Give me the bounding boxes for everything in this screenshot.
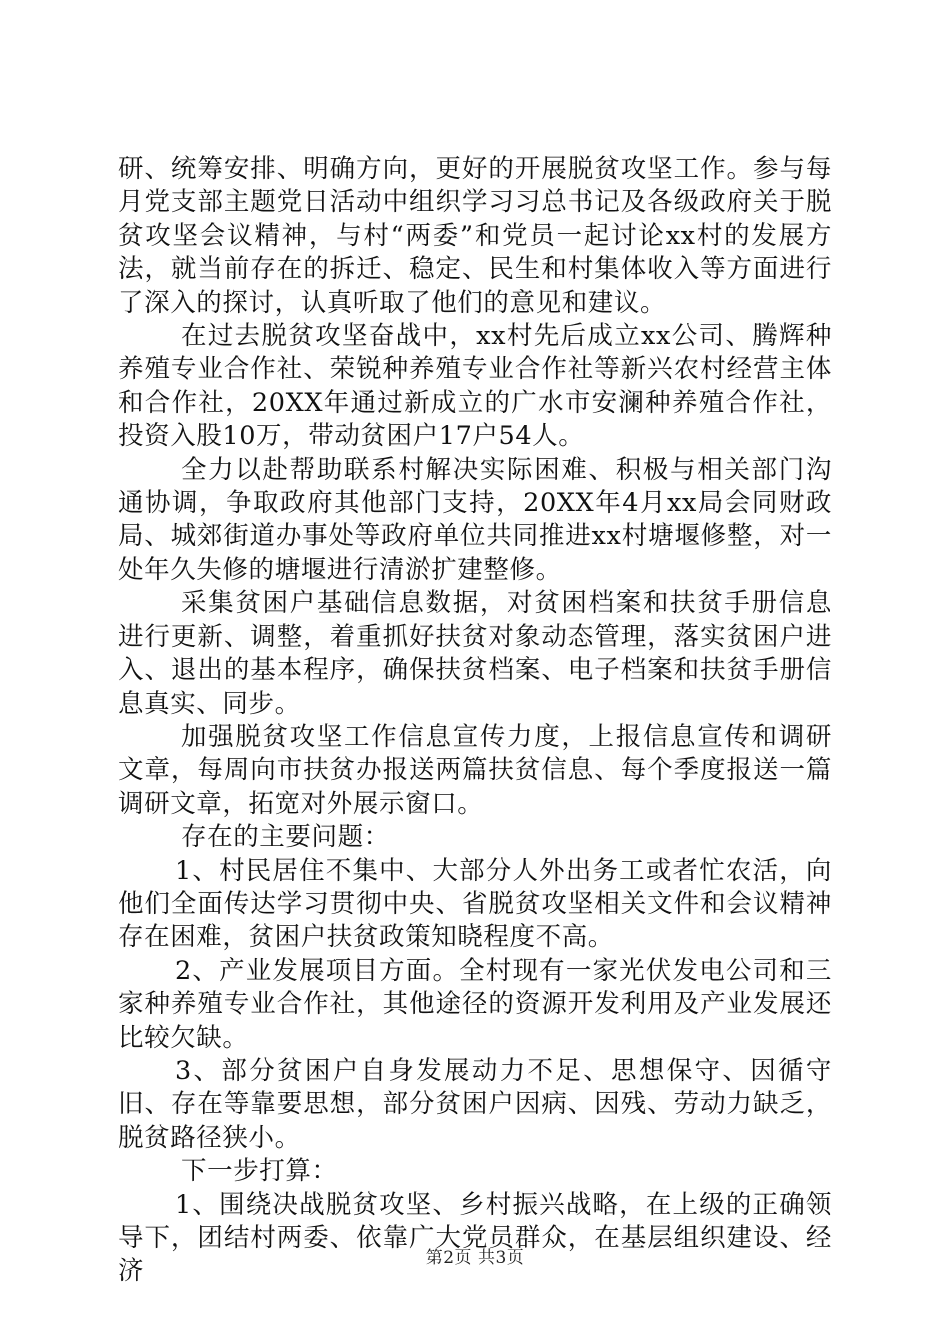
problem-item-3: 3、部分贫困户自身发展动力不足、思想保守、因循守旧、存在等靠要思想，部分贫困户因病、因残、劳动力缺乏，脱贫路径狭小。 (118, 1055, 832, 1153)
document-body (118, 153, 832, 1289)
paragraph-continuation: 研、统筹安排、明确方向，更好的开展脱贫攻坚工作。参与每月党支部主题党日活动中组织学习习总书记及各级政府关于脱贫攻坚会议精神，与村“两委”和党员一起讨论xx村的发展方法，就当前存在的拆迁、稳定、民生和村集体收入等方面进行了深入的探讨，认真听取了他们的意见和建议。 (118, 154, 832, 318)
paragraph-data-collection: 采集贫困户基础信息数据，对贫困档案和扶贫手册信息进行更新、调整，着重抓好扶贫对象动态管理，落实贫困户进入、退出的基本程序，确保扶贫档案、电子档案和扶贫手册信息真实、同步。 (118, 588, 832, 719)
paragraph-cooperatives: 在过去脱贫攻坚奋战中，xx村先后成立xx公司、腾辉种养殖专业合作社、荣锐种养殖专业合作社等新兴农村经营主体和合作社，20XX年通过新成立的广水市安澜种养殖合作社，投资入股10万，带动贫困户17户54人。 (118, 321, 832, 452)
section-heading-problems: 存在的主要问题： (181, 822, 390, 853)
paragraph-coordination: 全力以赴帮助联系村解决实际困难、积极与相关部门沟通协调，争取政府其他部门支持，20XX年4月xx局会同财政局、城郊街道办事处等政府单位共同推进xx村塘堰修整，对一处年久失修的塘堰进行清淤扩建整修。 (118, 454, 832, 585)
problem-item-2: 2、产业发展项目方面。全村现有一家光伏发电公司和三家种养殖专业合作社，其他途径的资源开发利用及产业发展还比较欠缺。 (118, 955, 832, 1053)
paragraph-publicity: 加强脱贫攻坚工作信息宣传力度，上报信息宣传和调研文章，每周向市扶贫办报送两篇扶贫信息、每个季度报送一篇调研文章，拓宽对外展示窗口。 (118, 721, 832, 819)
plan-item-1: 1、围绕决战脱贫攻坚、乡村振兴战略，在上级的正确领导下，团结村两委、依靠广大党员群众，在基层组织建设、经济 (118, 1189, 832, 1287)
problem-item-1: 1、村民居住不集中、大部分人外出务工或者忙农活，向他们全面传达学习贯彻中央、省脱贫攻坚相关文件和会议精神存在困难，贫困户扶贫政策知晓程度不高。 (118, 855, 832, 953)
page-number-footer: 第2页 共3页 (425, 1248, 525, 1268)
section-heading-next-steps: 下一步打算： (181, 1156, 338, 1187)
